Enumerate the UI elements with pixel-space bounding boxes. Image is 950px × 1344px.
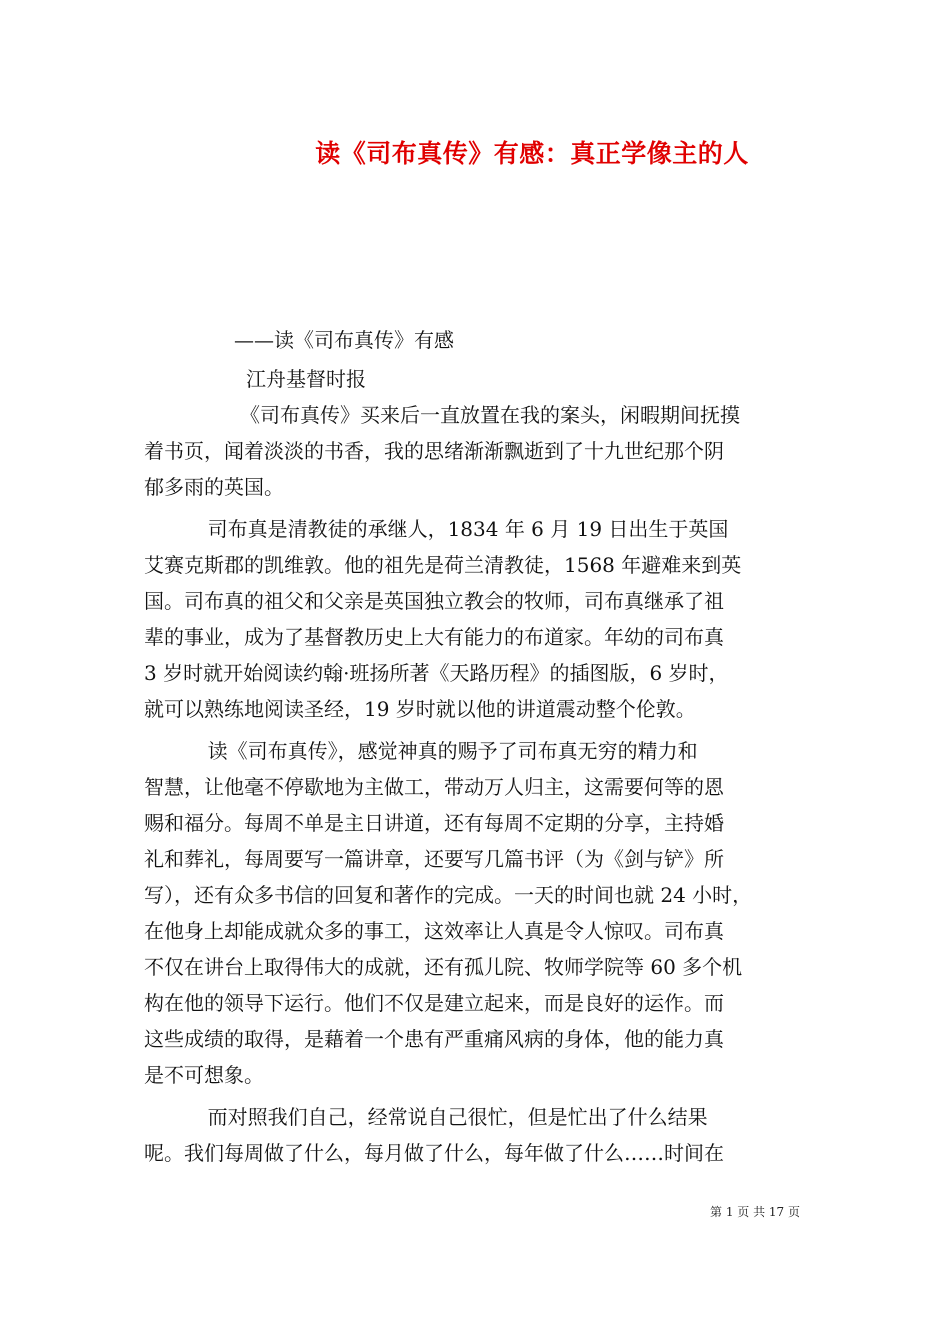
paragraph-1-line-3: 郁多雨的英国。 [144,475,284,499]
paragraph-3-line-7: 不仅在讲台上取得伟大的成就，还有孤儿院、牧师学院等 60 多个机 [144,955,743,979]
paragraph-1-line-1: 《司布真传》买来后一直放置在我的案头，闲暇期间抚摸 [240,403,740,427]
paragraph-2-line-4: 辈的事业，成为了基督教历史上大有能力的布道家。年幼的司布真 [144,625,724,649]
paragraph-4-line-1: 而对照我们自己，经常说自己很忙，但是忙出了什么结果 [144,1105,708,1129]
paragraph-2-line-2: 艾赛克斯郡的凯维敦。他的祖先是荷兰清教徒，1568 年避难来到英 [144,553,742,577]
paragraph-2-line-6: 就可以熟练地阅读圣经，19 岁时就以他的讲道震动整个伦敦。 [144,697,696,721]
paragraph-1-line-2: 着书页，闻着淡淡的书香，我的思绪渐渐飘逝到了十九世纪那个阴 [144,439,724,463]
document-body [144,397,812,1171]
paragraph-2-line-5: 3 岁时就开始阅读约翰·班扬所著《天路历程》的插图版，6 岁时， [144,661,729,685]
paragraph-3-line-1: 读《司布真传》，感觉神真的赐予了司布真无穷的精力和 [144,739,698,763]
paragraph-3-line-3: 赐和福分。每周不单是主日讲道，还有每周不定期的分享，主持婚 [144,811,724,835]
paragraph-3-line-8: 构在他的领导下运行。他们不仅是建立起来，而是良好的运作。而 [144,991,724,1015]
document-subtitle: ——读《司布真传》有感 [234,328,454,352]
document-source: 江舟基督时报 [246,367,366,391]
document-title: 读《司布真传》有感：真正学像主的人 [315,139,749,168]
paragraph-3-line-6: 在他身上却能成就众多的事工，这效率让人真是令人惊叹。司布真 [144,919,724,943]
page-footer: 第 1 页 共 17 页 [710,1205,800,1219]
paragraph-3-line-2: 智慧，让他毫不停歇地为主做工，带动万人归主，这需要何等的恩 [144,775,724,799]
paragraph-3-line-5: 写），还有众多书信的回复和著作的完成。一天的时间也就 24 小时， [144,883,753,907]
paragraph-4-line-2: 呢。我们每周做了什么，每月做了什么，每年做了什么……时间在 [144,1141,724,1165]
paragraph-3-line-10: 是不可想象。 [144,1063,264,1087]
paragraph-3-line-9: 这些成绩的取得，是藉着一个患有严重痛风病的身体，他的能力真 [144,1027,724,1051]
paragraph-2-line-1: 司布真是清教徒的承继人，1834 年 6 月 19 日出生于英国 [144,517,729,541]
paragraph-3-line-4: 礼和葬礼，每周要写一篇讲章，还要写几篇书评（为《剑与铲》所 [144,847,724,871]
paragraph-2-line-3: 国。司布真的祖父和父亲是英国独立教会的牧师，司布真继承了祖 [144,589,724,613]
